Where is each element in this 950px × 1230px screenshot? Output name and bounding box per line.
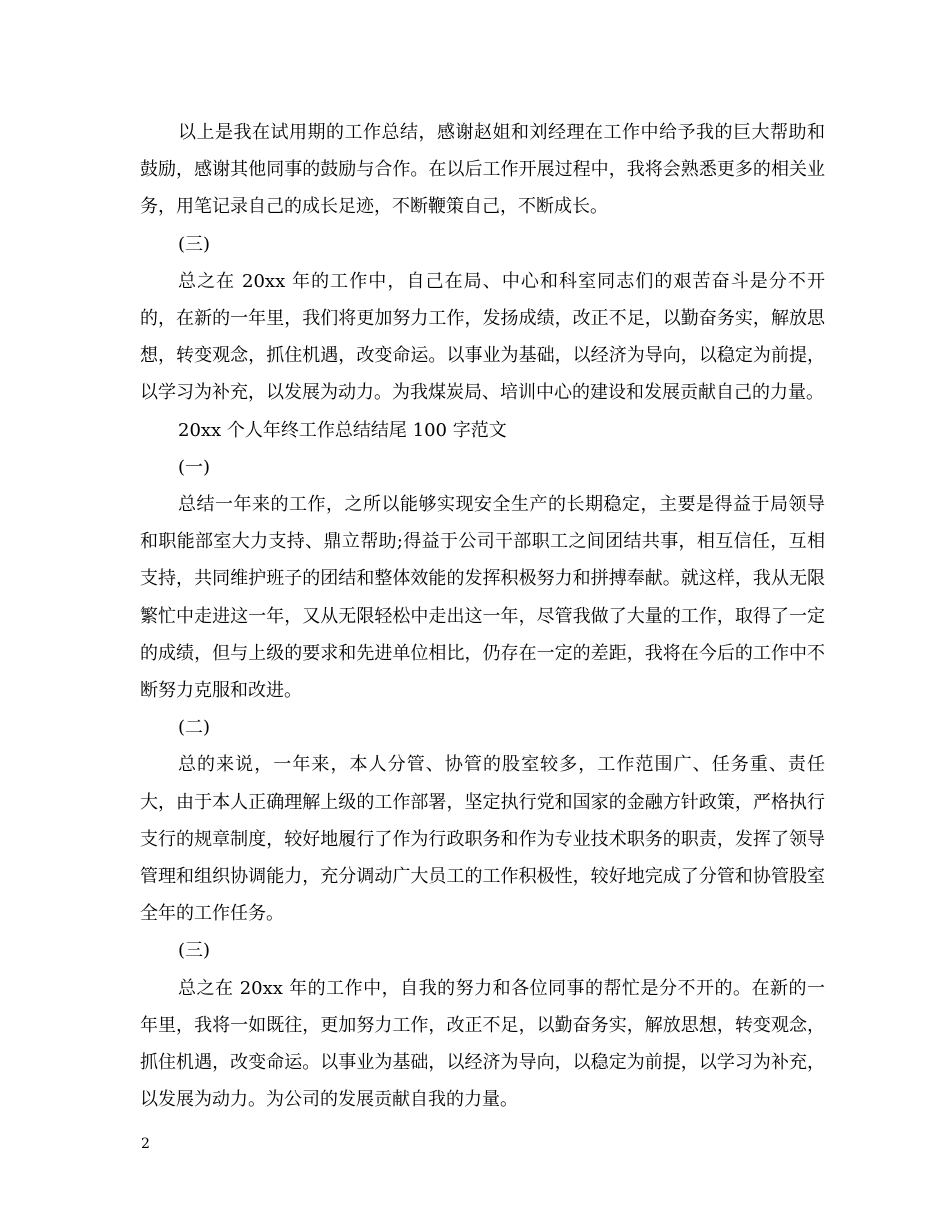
document-body (140, 114, 825, 1118)
section-marker-two: (二) (178, 717, 211, 739)
paragraph-safety-production: 总结一年来的工作，之所以能够实现安全生产的长期稳定，主要是得益于局领导和职能部室大力支持、鼎立帮助;得益于公司干部职工之间团结共事，相互信任，互相支持，共同维护班子的团结和整体效能的发挥积极努力和拼搏奉献。就这样，我从无限繁忙中走进这一年，又从无限轻松中走出这一年，尽管我做了大量的工作，取得了一定的成绩，但与上级的要求和先进单位相比，仍存在一定的差距，我将在今后的工作中不断努力克服和改进。 (140, 494, 825, 702)
paragraph-coal-bureau-summary: 总之在 20xx 年的工作中，自己在局、中心和科室同志们的艰苦奋斗是分不开的，在新的一年里，我们将更加努力工作，发扬成绩，改正不足，以勤奋务实，解放思想，转变观念，抓住机遇，改变命运。以事业为基础，以经济为导向，以稳定为前提，以学习为补充，以发展为动力。为我煤炭局、培训中心的建设和发展贡献自己的力量。 (140, 270, 825, 404)
section-heading: 20xx 个人年终工作总结结尾 100 字范文 (178, 419, 507, 441)
section-marker-three: (三) (178, 233, 211, 255)
section-marker-one: (一) (178, 456, 211, 478)
paragraph-management-duties: 总的来说，一年来，本人分管、协管的股室较多，工作范围广、任务重、责任大，由于本人正确理解上级的工作部署，坚定执行党和国家的金融方针政策，严格执行支行的规章制度，较好地履行了作为行政职务和作为专业技术职务的职责，发挥了领导管理和组织协调能力，充分调动广大员工的工作积极性，较好地完成了分管和协管股室全年的工作任务。 (140, 754, 825, 925)
page-number: 2 (141, 1136, 150, 1152)
section-marker-three-second: (三) (178, 940, 211, 962)
paragraph-closing-summary: 总之在 20xx 年的工作中，自我的努力和各位同事的帮忙是分不开的。在新的一年里，我将一如既往，更加努力工作，改正不足，以勤奋务实，解放思想，转变观念，抓住机遇，改变命运。以事业为基础，以经济为导向，以稳定为前提，以学习为补充，以发展为动力。为公司的发展贡献自我的力量。 (140, 977, 825, 1111)
paragraph-probation-summary: 以上是我在试用期的工作总结，感谢赵姐和刘经理在工作中给予我的巨大帮助和鼓励，感谢其他同事的鼓励与合作。在以后工作开展过程中，我将会熟悉更多的相关业务，用笔记录自己的成长足迹，不断鞭策自己，不断成长。 (140, 122, 825, 218)
